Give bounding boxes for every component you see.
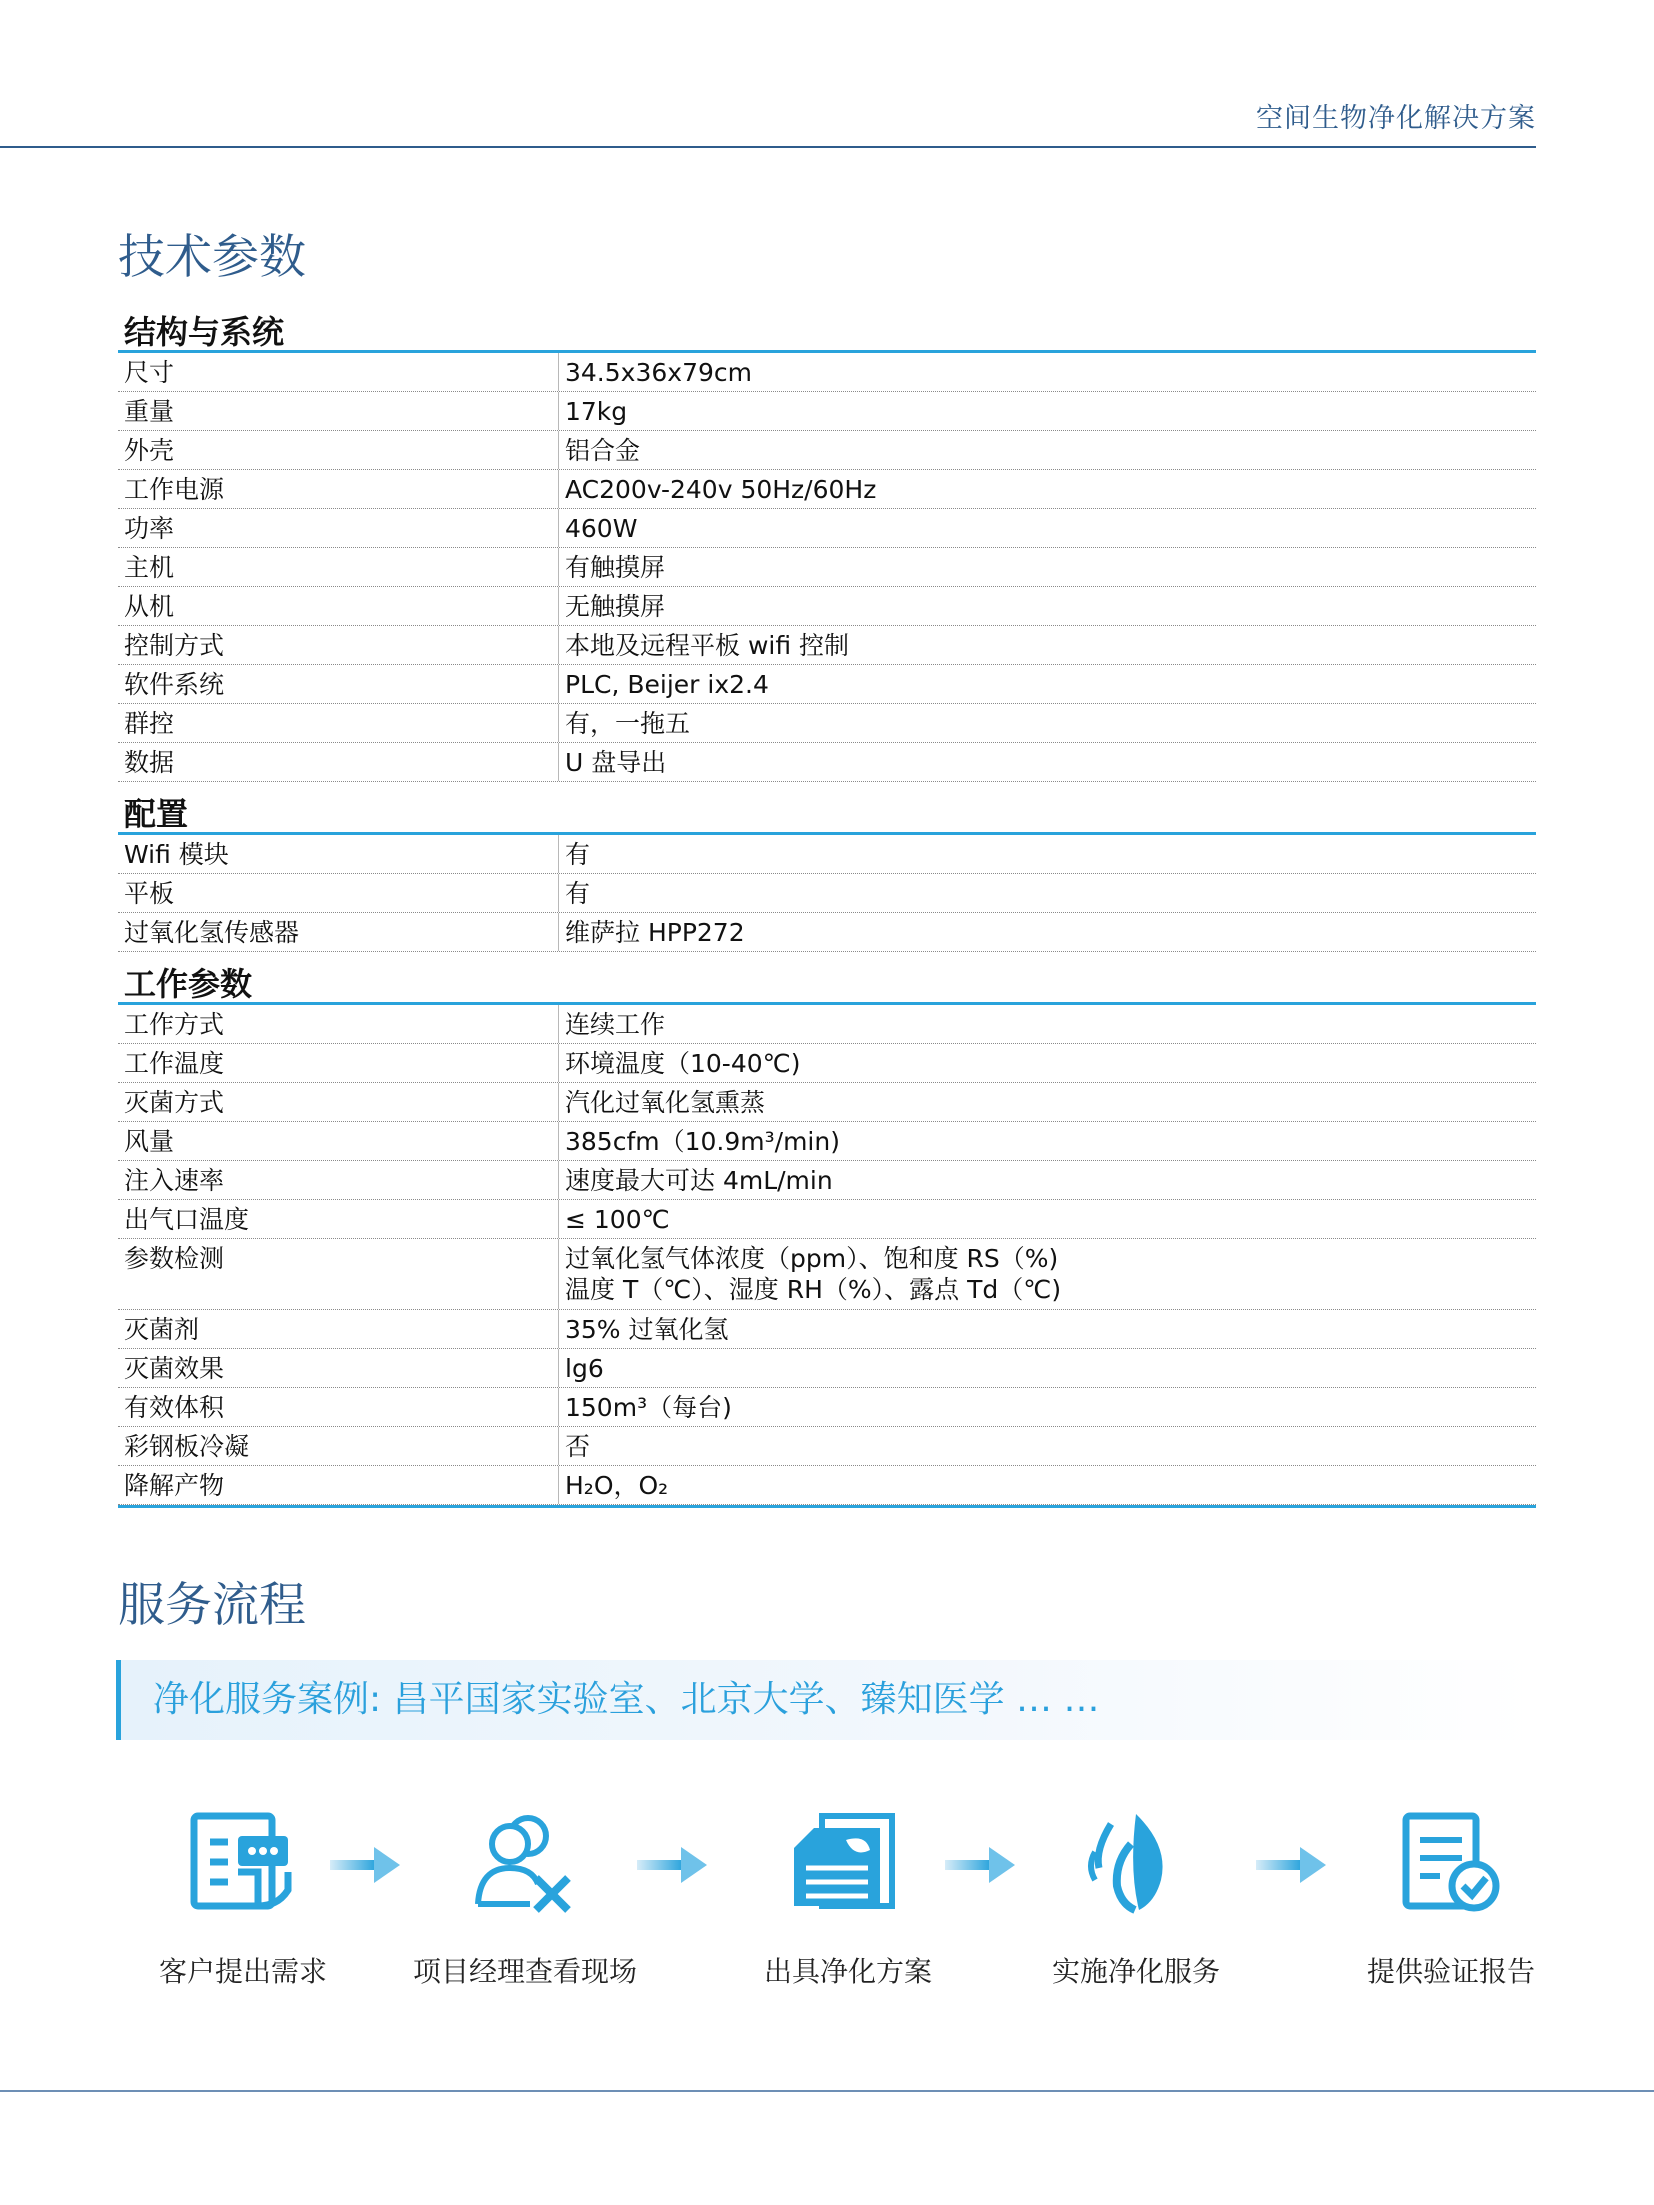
- spec-value: [559, 1239, 1536, 1309]
- spec-value-line: PLC, Beijer ix2.4: [565, 670, 769, 699]
- spec-value-line: ≤ 100℃: [565, 1205, 670, 1234]
- spec-key: 平板: [118, 874, 559, 912]
- spec-value: [559, 1200, 1536, 1238]
- spec-value: [559, 913, 1536, 951]
- spec-row: [118, 1161, 1536, 1200]
- spec-value: [559, 353, 1536, 391]
- spec-value: [559, 1310, 1536, 1348]
- spec-key: 外壳: [118, 431, 559, 469]
- header-title: 空间生物净化解决方案: [1256, 103, 1536, 134]
- spec-value: [559, 874, 1536, 912]
- spec-key: 降解产物: [118, 1466, 559, 1504]
- spec-row: [118, 1388, 1536, 1427]
- request-document-icon: [188, 1810, 298, 1914]
- spec-row: [118, 392, 1536, 431]
- service-step-2: [410, 1810, 640, 1990]
- spec-row: [118, 470, 1536, 509]
- spec-value-line: 385cfm（10.9m³/min): [565, 1127, 840, 1156]
- spec-row: [118, 509, 1536, 548]
- spec-value-line: 汽化过氧化氢熏蒸: [565, 1088, 766, 1117]
- spec-row: [118, 587, 1536, 626]
- spec-value: [559, 1388, 1536, 1426]
- spec-key: 群控: [118, 704, 559, 742]
- spec-value-line: 连续工作: [565, 1010, 666, 1039]
- tech-section-title: 技术参数: [118, 230, 306, 285]
- spec-value: [559, 509, 1536, 547]
- spec-row: [118, 1427, 1536, 1466]
- spec-key: 参数检测: [118, 1239, 559, 1309]
- spec-key: 灭菌剂: [118, 1310, 559, 1348]
- spec-value-line: 有触摸屏: [565, 553, 666, 582]
- spec-value-line: 有: [565, 879, 591, 908]
- spec-row: [118, 1310, 1536, 1349]
- spec-key: 控制方式: [118, 626, 559, 664]
- spec-key: Wifi 模块: [118, 835, 559, 873]
- step-arrow-icon: [945, 1845, 1017, 1889]
- spec-value-line: 温度 T（℃）、湿度 RH（%）、露点 Td（℃): [565, 1275, 1062, 1304]
- spec-value-line: 460W: [565, 514, 638, 543]
- spec-key: 功率: [118, 509, 559, 547]
- spec-value-line: 150m³（每台): [565, 1393, 732, 1422]
- spec-key: 工作电源: [118, 470, 559, 508]
- spec-key: 有效体积: [118, 1388, 559, 1426]
- step-arrow-icon: [1256, 1845, 1328, 1889]
- spec-row: [118, 431, 1536, 470]
- spec-row: [118, 913, 1536, 952]
- spec-value-line: 17kg: [565, 397, 628, 426]
- spec-key: 数据: [118, 743, 559, 781]
- service-step-label: 项目经理查看现场: [412, 1955, 637, 1988]
- footer-divider: [0, 2090, 1654, 2092]
- spec-value: [559, 743, 1536, 781]
- step-arrow-icon: [637, 1845, 709, 1889]
- service-step-label: 出具净化方案: [763, 1955, 932, 1988]
- spec-row: [118, 743, 1536, 782]
- spec-value: [559, 1044, 1536, 1082]
- spec-key: 软件系统: [118, 665, 559, 703]
- spec-key: 风量: [118, 1122, 559, 1160]
- spec-row: [118, 353, 1536, 392]
- service-step-5: [1336, 1810, 1566, 1990]
- spec-value: [559, 1349, 1536, 1387]
- spec-key: 工作温度: [118, 1044, 559, 1082]
- service-step-label: 客户提出需求: [158, 1955, 327, 1988]
- spec-value: [559, 835, 1536, 873]
- spec-value: [559, 431, 1536, 469]
- spec-row: [118, 1239, 1536, 1310]
- spec-value-line: H₂O，O₂: [565, 1471, 669, 1500]
- spec-row: [118, 665, 1536, 704]
- spec-row: [118, 1122, 1536, 1161]
- spec-group-title: 配置: [118, 782, 1536, 835]
- header-divider: [0, 146, 1536, 148]
- spec-value: [559, 1083, 1536, 1121]
- spec-value-line: 否: [565, 1432, 591, 1461]
- spec-key: 主机: [118, 548, 559, 586]
- spec-value-line: 无触摸屏: [565, 592, 666, 621]
- spec-value-line: 有: [565, 840, 591, 869]
- spec-key: 尺寸: [118, 353, 559, 391]
- spec-row: [118, 548, 1536, 587]
- report-check-icon: [1396, 1810, 1506, 1914]
- spec-row: [118, 874, 1536, 913]
- spec-value-line: 速度最大可达 4mL/min: [565, 1166, 833, 1195]
- manager-inspect-icon: [470, 1810, 580, 1914]
- service-step-label: 提供验证报告: [1366, 1955, 1535, 1988]
- spec-row: [118, 1044, 1536, 1083]
- spec-value: [559, 1161, 1536, 1199]
- spec-key: 注入速率: [118, 1161, 559, 1199]
- spec-key: 从机: [118, 587, 559, 625]
- spec-value-line: 本地及远程平板 wifi 控制: [565, 631, 850, 660]
- spec-group-title: 工作参数: [118, 952, 1536, 1005]
- service-step-3: [733, 1810, 963, 1990]
- spec-key: 重量: [118, 392, 559, 430]
- service-cases-banner: 净化服务案例: 昌平国家实验室、北京大学、臻知医学 … …: [116, 1660, 1536, 1740]
- spec-row: [118, 1200, 1536, 1239]
- spec-value-line: 34.5x36x79cm: [565, 358, 752, 387]
- spec-value: [559, 665, 1536, 703]
- service-step-1: [128, 1810, 358, 1990]
- service-section-title: 服务流程: [118, 1578, 306, 1633]
- plan-document-icon: [788, 1810, 908, 1914]
- spec-key: 出气口温度: [118, 1200, 559, 1238]
- spec-value: [559, 704, 1536, 742]
- spec-value-line: U 盘导出: [565, 748, 667, 777]
- spec-value-line: 有，一拖五: [565, 709, 691, 738]
- spec-value: [559, 626, 1536, 664]
- service-step-label: 实施净化服务: [1051, 1955, 1220, 1988]
- spec-value-line: lg6: [565, 1354, 604, 1383]
- spec-key: 过氧化氢传感器: [118, 913, 559, 951]
- spec-value: [559, 1427, 1536, 1465]
- spec-row: [118, 1083, 1536, 1122]
- spec-key: 灭菌方式: [118, 1083, 559, 1121]
- spec-table-end-rule: [118, 1505, 1536, 1508]
- spec-value: [559, 548, 1536, 586]
- spec-value-line: 过氧化氢气体浓度（ppm）、饱和度 RS（%): [565, 1244, 1059, 1273]
- spec-key: 彩钢板冷凝: [118, 1427, 559, 1465]
- spec-row: [118, 704, 1536, 743]
- spec-value: [559, 470, 1536, 508]
- step-arrow-icon: [330, 1845, 402, 1889]
- spec-value: [559, 1466, 1536, 1504]
- spec-value-line: 35% 过氧化氢: [565, 1315, 729, 1344]
- spec-row: [118, 1005, 1536, 1044]
- spec-key: 灭菌效果: [118, 1349, 559, 1387]
- spec-row: [118, 1466, 1536, 1505]
- spec-value: [559, 587, 1536, 625]
- spec-table: [118, 300, 1536, 1508]
- spec-value: [559, 392, 1536, 430]
- spec-value-line: AC200v-240v 50Hz/60Hz: [565, 475, 877, 504]
- spec-value-line: 环境温度（10-40℃): [565, 1049, 801, 1078]
- spec-row: [118, 1349, 1536, 1388]
- spec-value-line: 维萨拉 HPP272: [565, 918, 745, 947]
- service-step-4: [1021, 1810, 1251, 1990]
- spec-row: [118, 626, 1536, 665]
- leaf-icon: [1081, 1810, 1191, 1914]
- spec-key: 工作方式: [118, 1005, 559, 1043]
- spec-value: [559, 1122, 1536, 1160]
- spec-row: [118, 835, 1536, 874]
- spec-value: [559, 1005, 1536, 1043]
- spec-value-line: 铝合金: [565, 436, 641, 465]
- spec-group-title: 结构与系统: [118, 300, 1536, 353]
